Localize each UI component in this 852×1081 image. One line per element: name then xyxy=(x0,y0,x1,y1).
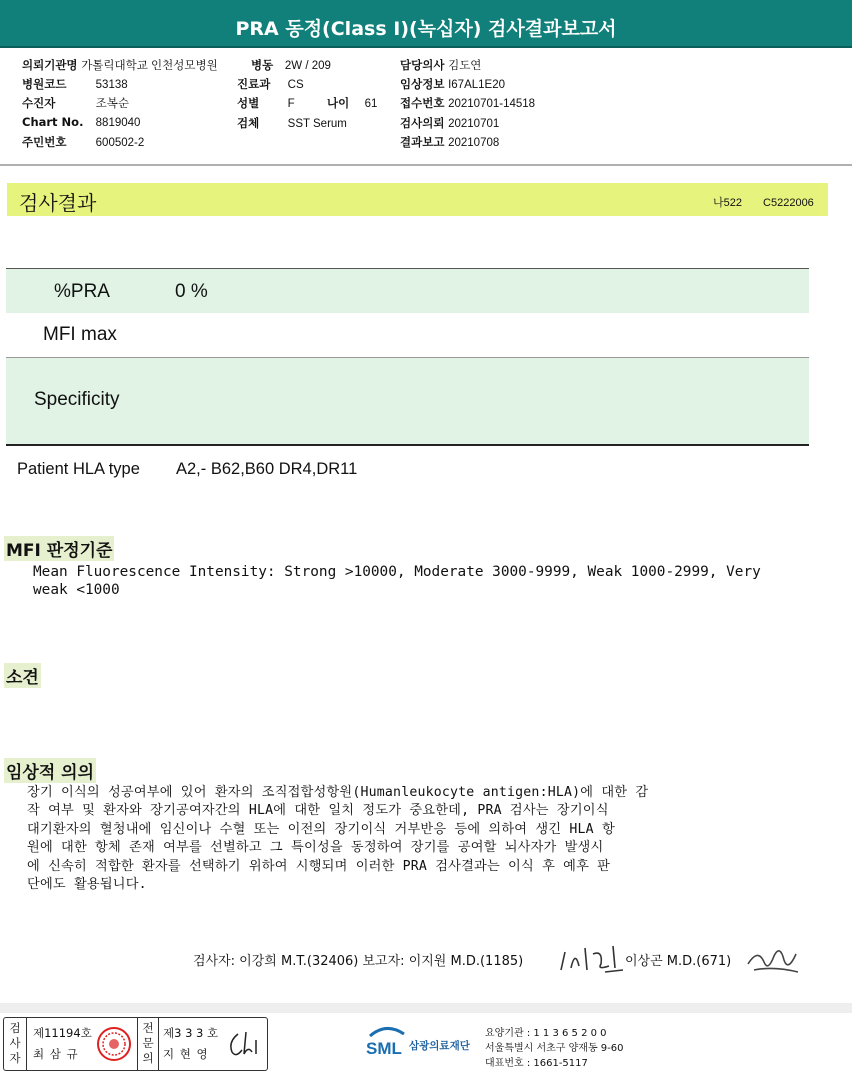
result-heading: 검사결과 xyxy=(19,191,97,215)
chart-label: Chart No. xyxy=(22,115,84,129)
cert-cell1-label-text: 검사자 xyxy=(9,1021,21,1065)
patient-value: 조복순 xyxy=(95,98,129,110)
specimen-field xyxy=(237,115,347,131)
cert-signature-mark xyxy=(226,1028,264,1060)
code-value: 53138 xyxy=(95,79,128,91)
code-label: 병원코드 xyxy=(22,77,67,91)
result-codes: 나522 C5222006 xyxy=(713,197,814,209)
pra-value: 0 % xyxy=(175,281,208,302)
clinical-line: 에 신속히 적합한 환자를 선택하기 위하여 시행되며 이러한 PRA 검사결과는 이식 후 예후 판 xyxy=(27,859,611,874)
dept-value: CS xyxy=(287,79,304,91)
mfi-criteria-heading: MFI 판정기준 xyxy=(4,536,114,561)
cert-cell2-label-text: 전문의 xyxy=(142,1021,154,1065)
id-label: 주민번호 xyxy=(22,135,67,149)
clinical-value: I67AL1E20 xyxy=(448,79,506,91)
reporter2-signature-line: 이상곤 M.D.(671) xyxy=(625,954,732,969)
cert-cell2-name: 지 현 영 xyxy=(163,1047,209,1061)
hla-type-value: A2,- B62,B60 DR4,DR11 xyxy=(176,460,358,478)
age-label: 나이 xyxy=(327,96,350,110)
clinical-line: 단에도 활용됩니다. xyxy=(27,877,147,892)
code-field xyxy=(22,76,128,92)
hospital-value: 가톨릭대학교 인천성모병원 xyxy=(81,60,218,72)
cert-cell1-name: 최 삼 규 xyxy=(33,1047,79,1061)
doctor-label: 담당의사 xyxy=(400,58,445,72)
mfi-max-row xyxy=(6,313,809,358)
specificity-row xyxy=(6,358,809,446)
receipt-label: 접수번호 xyxy=(400,96,445,110)
footer-line2: 서울특별시 서초구 양재동 9-60 xyxy=(485,1043,624,1054)
sml-logo-text: SML xyxy=(366,1039,402,1058)
cert-cell1-label xyxy=(4,1018,27,1070)
chart-field xyxy=(22,115,140,129)
pra-label: %PRA xyxy=(54,281,110,302)
sex-field xyxy=(237,95,295,111)
patient-label: 수진자 xyxy=(22,96,56,110)
sex-value: F xyxy=(287,98,295,110)
clinical-line: 작 여부 및 환자와 장기공여자간의 HLA에 대한 일치 정도가 중요한데, PRA 검사는 장기이식 xyxy=(27,803,609,818)
clinical-line: 장기 이식의 성공여부에 있어 환자의 조직접합성항원(Humanleukocyte antigen:HLA)에 대한 감 xyxy=(27,785,649,800)
request-value: 20210701 xyxy=(448,118,500,130)
clinical-field xyxy=(400,76,505,92)
report-date-value: 20210708 xyxy=(448,137,500,149)
dept-field xyxy=(237,76,304,92)
clinical-line: 대기환자의 혈청내에 임신이나 수혈 또는 이전의 장기이식 거부반응 등에 의하여 생긴 HLA 항 xyxy=(27,822,615,837)
ward-label: 병동 xyxy=(251,58,274,72)
receipt-field xyxy=(400,95,535,111)
hospital-label: 의뢰기관명 xyxy=(22,58,78,72)
dept-label: 진료과 xyxy=(237,77,271,91)
opinion-heading: 소견 xyxy=(4,663,41,688)
org-name: 삼광의료재단 xyxy=(409,1040,470,1052)
signature-mark-1 xyxy=(557,940,625,976)
id-value: 600502-2 xyxy=(95,137,145,149)
clinical-label: 임상정보 xyxy=(400,77,445,91)
age-value: 61 xyxy=(364,98,378,110)
ward-value: 2W / 209 xyxy=(284,60,331,72)
mfi-criteria-line1: Mean Fluorescence Intensity: Strong >10000, Moderate 3000-9999, Weak 1000-2999, Very xyxy=(33,564,761,580)
hospital-field xyxy=(22,57,218,73)
result-banner xyxy=(7,183,828,216)
hla-type-label: Patient HLA type xyxy=(17,460,140,478)
patient-field xyxy=(22,95,129,111)
clinical-line: 원에 대한 항체 존재 여부를 선별하고 그 특이성을 동정하여 장기를 공여할 뇌사자가 발생시 xyxy=(27,840,604,855)
doctor-field xyxy=(400,57,481,73)
specimen-label: 검체 xyxy=(237,116,260,130)
report-title: PRA 동정(Class I)(녹십자) 검사결과보고서 xyxy=(0,0,852,48)
request-field xyxy=(400,115,499,131)
certification-box xyxy=(3,1017,268,1071)
cert-cell1-number: 제11194호 xyxy=(33,1026,92,1040)
ward-field xyxy=(251,57,331,73)
report-date-field xyxy=(400,134,499,150)
sml-logo-icon xyxy=(364,1022,408,1062)
receipt-value: 20210701-14518 xyxy=(448,98,536,110)
tester-signature-line: 검사자: 이강희 M.T.(32406) 보고자: 이지원 M.D.(1185) xyxy=(193,954,524,969)
pra-row xyxy=(6,268,809,314)
age-field xyxy=(327,95,377,111)
doctor-value: 김도연 xyxy=(448,60,482,72)
header-divider xyxy=(0,164,852,166)
signature-mark-2 xyxy=(744,938,802,978)
mfi-criteria-line2: weak <1000 xyxy=(33,582,120,598)
request-label: 검사의뢰 xyxy=(400,116,445,130)
footer-line3: 대표번호 : 1661-5117 xyxy=(485,1058,588,1069)
mfi-max-label: MFI max xyxy=(43,324,117,345)
sex-label: 성별 xyxy=(237,96,260,110)
id-field xyxy=(22,134,144,150)
specificity-label: Specificity xyxy=(34,389,120,410)
footer-divider xyxy=(0,1003,852,1013)
chart-value: 8819040 xyxy=(95,117,141,129)
seal-stamp-icon xyxy=(96,1026,132,1062)
report-date-label: 결과보고 xyxy=(400,135,445,149)
cert-cell2-label xyxy=(137,1018,159,1070)
clinical-heading: 임상적 의의 xyxy=(4,758,96,783)
specimen-value: SST Serum xyxy=(287,118,347,130)
cert-cell2-number: 제3 3 3 호 xyxy=(163,1026,219,1040)
footer-line1: 요양기관 : 1 1 3 6 5 2 0 0 xyxy=(485,1028,607,1039)
